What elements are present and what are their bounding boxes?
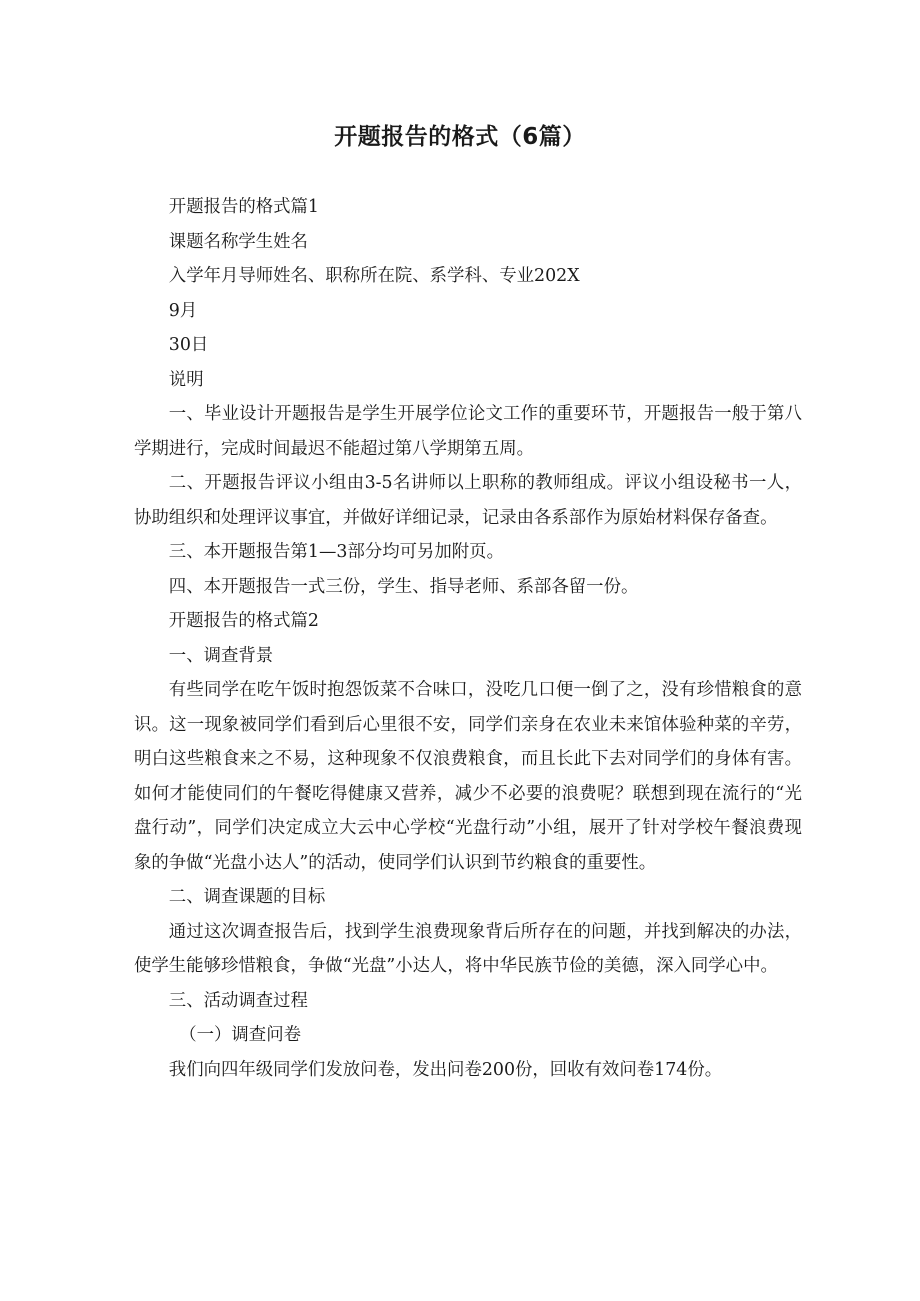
paragraph: 入学年月导师姓名、职称所在院、系学科、专业202X [168, 266, 580, 286]
paragraph: 30日 [168, 335, 209, 355]
document-title: 开题报告的格式（6篇） [334, 124, 586, 150]
paragraph: 说明 [168, 369, 204, 390]
subsection-heading: 三、活动调查过程 [168, 990, 308, 1011]
paragraph: 通过这次调查报告后，找到学生浪费现象背后所存在的问题，并找到解决的办法，使学生能够珍惜粮食，争做“光盘”小达人，将中华民族节俭的美德，深入同学心中。 [134, 921, 802, 976]
subsection-heading: 二、调查课题的目标 [168, 887, 326, 907]
subsection-heading: （一）调查问卷 [179, 1025, 301, 1045]
subsection-heading: 一、调查背景 [168, 645, 274, 666]
paragraph: 二、开题报告评议小组由3-5名讲师以上职称的教师组成。评议小组设秘书一人，协助组织和处理评议事宜，并做好详细记录，记录由各系部作为原始材料保存备查。 [134, 473, 802, 528]
paragraph: 有些同学在吃午饭时抱怨饭菜不合味口，没吃几口便一倒了之，没有珍惜粮食的意识。这一现象被同学们看到后心里很不安，同学们亲身在农业未来馆体验种菜的辛劳，明白这些粮食来之不易，这种现象不仅浪费粮食，而且长此下去对同学们的身体有害。如何才能使同们的午餐吃得健康又营养，减少不必要的浪费呢？联想到现在流行的“光盘行动”，同学们决定成立大云中心学校“光盘行动”小组，展开了针对学校午餐浪费现象的争做“光盘小达人”的活动，使同学们认识到节约粮食的重要性。 [134, 680, 802, 873]
paragraph: 一、毕业设计开题报告是学生开展学位论文工作的重要环节，开题报告一般于第八学期进行，完成时间最迟不能超过第八学期第五周。 [134, 404, 802, 459]
paragraph: 三、本开题报告第1—3部分均可另加附页。 [168, 542, 504, 562]
section-heading: 开题报告的格式篇1 [168, 197, 319, 217]
paragraph: 我们向四年级同学们发放问卷，发出问卷200份，回收有效问卷174份。 [168, 1059, 723, 1080]
section-heading: 开题报告的格式篇2 [168, 611, 319, 631]
paragraph: 四、本开题报告一式三份，学生、指导老师、系部各留一份。 [168, 576, 639, 597]
paragraph: 9月 [168, 300, 198, 321]
document-body [134, 190, 802, 1087]
paragraph: 课题名称学生姓名 [168, 231, 308, 252]
